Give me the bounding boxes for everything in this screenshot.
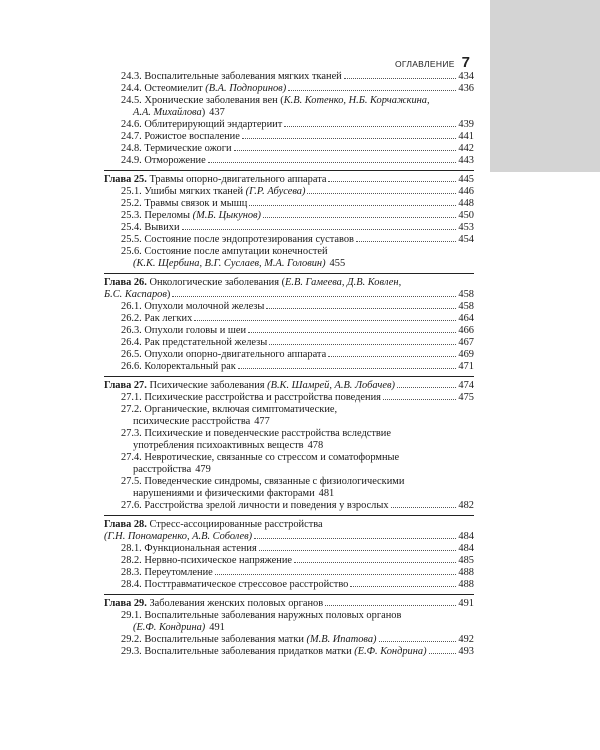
toc-page-number: 477 bbox=[254, 416, 270, 427]
toc-page-number: 464 bbox=[458, 313, 474, 324]
toc-entry-title: 27.2. Органические, включая симптоматические, bbox=[121, 404, 338, 415]
toc-page-number: 443 bbox=[458, 155, 474, 166]
toc-chapter-entry[interactable] bbox=[104, 273, 474, 301]
toc-entry-title: 26.2. Рак легких bbox=[121, 313, 193, 324]
dot-leader bbox=[194, 320, 456, 321]
toc-section-entry[interactable] bbox=[104, 246, 474, 270]
toc-entry-title: 24.4. Остеомиелит (В.А. Подпоринов) bbox=[121, 83, 287, 94]
dot-leader bbox=[215, 574, 457, 575]
toc-entry-title: 25.4. Вывихи bbox=[121, 222, 180, 233]
toc-entry-title: Глава 27. Психические заболевания (В.К. Шамрей, А.В. Лобачев) bbox=[104, 380, 395, 391]
toc-entry-title: 24.8. Термические ожоги bbox=[121, 143, 232, 154]
toc-page-number: 484 bbox=[458, 531, 474, 542]
toc-page-number: 471 bbox=[458, 361, 474, 372]
dot-leader bbox=[263, 217, 456, 218]
toc-entry-title: (Е.Ф. Кондрина) bbox=[133, 622, 206, 633]
dot-leader bbox=[344, 78, 457, 79]
toc-page-number: 441 bbox=[458, 131, 474, 142]
toc-page-number: 478 bbox=[307, 440, 324, 451]
toc-section-entry[interactable] bbox=[104, 634, 474, 646]
dot-leader bbox=[234, 150, 457, 151]
dot-leader bbox=[294, 562, 456, 563]
toc-page-number: 437 bbox=[209, 107, 225, 118]
toc-entry-title: психические расстройства bbox=[133, 416, 251, 427]
toc-section-entry[interactable] bbox=[104, 186, 474, 198]
toc-section-entry[interactable] bbox=[104, 234, 474, 246]
toc-chapter-entry[interactable] bbox=[104, 594, 474, 610]
toc-section-entry[interactable] bbox=[104, 119, 474, 131]
toc-section-entry[interactable] bbox=[104, 349, 474, 361]
toc-page-number: 434 bbox=[458, 71, 474, 82]
toc-page-number: 445 bbox=[458, 174, 474, 185]
toc-entry-title: Глава 26. Онкологические заболевания (Е.В. Гамеева, Д.В. Ковлен, bbox=[104, 277, 402, 288]
running-header-label: ОГЛАВЛЕНИЕ bbox=[395, 59, 455, 69]
toc-entry-title: 25.1. Ушибы мягких тканей (Г.Р. Абусева) bbox=[121, 186, 306, 197]
dot-leader bbox=[238, 368, 457, 369]
toc-entry-title: А.А. Михайлова) bbox=[133, 107, 206, 118]
toc-chapter-entry[interactable] bbox=[104, 515, 474, 543]
toc-entry-title: нарушениями и физическими факторами bbox=[133, 488, 315, 499]
toc-section-entry[interactable] bbox=[104, 143, 474, 155]
toc-section-entry[interactable] bbox=[104, 131, 474, 143]
dot-leader bbox=[379, 641, 457, 642]
page-edge-tab bbox=[490, 0, 600, 172]
toc-chapter-entry[interactable] bbox=[104, 376, 474, 392]
toc-entry-title: 25.6. Состояние после ампутации конечностей bbox=[121, 246, 328, 257]
toc-entry-title: 27.5. Поведенческие синдромы, связанные с физиологическими bbox=[121, 476, 405, 487]
dot-leader bbox=[259, 550, 457, 551]
toc-entry-title: (Г.Н. Пономаренко, А.В. Соболев) bbox=[104, 531, 253, 542]
toc-chapter-entry[interactable] bbox=[104, 170, 474, 186]
toc-entry-title: (К.К. Щербина, В.Г. Суслаев, М.А. Головин) bbox=[133, 258, 326, 269]
toc-section-entry[interactable] bbox=[104, 543, 474, 555]
toc-entry-title: 24.7. Рожистое воспаление bbox=[121, 131, 240, 142]
toc-page-number: 446 bbox=[458, 186, 474, 197]
toc-page-number: 436 bbox=[458, 83, 474, 94]
toc-section-entry[interactable] bbox=[104, 476, 474, 500]
toc-entry-title: 28.2. Нервно-психическое напряжение bbox=[121, 555, 293, 566]
toc-section-entry[interactable] bbox=[104, 313, 474, 325]
toc-page-number: 492 bbox=[458, 634, 474, 645]
toc-section-entry[interactable] bbox=[104, 71, 474, 83]
toc-page-number: 482 bbox=[458, 500, 474, 511]
toc-page-number: 442 bbox=[458, 143, 474, 154]
toc-section-entry[interactable] bbox=[104, 361, 474, 373]
toc-entry-title: 24.5. Хронические заболевания вен (К.В. Котенко, Н.Б. Корчажкина, bbox=[121, 95, 430, 106]
toc-page-number: 474 bbox=[458, 380, 474, 391]
toc-page-number: 485 bbox=[458, 555, 474, 566]
dot-leader bbox=[254, 538, 456, 539]
toc-entry-title: 27.4. Невротические, связанные со стрессом и соматоформные bbox=[121, 452, 400, 463]
toc-entry-title: 25.5. Состояние после эндопротезирования суставов bbox=[121, 234, 354, 245]
toc-page-number: 458 bbox=[458, 301, 474, 312]
running-header bbox=[395, 54, 470, 72]
dot-leader bbox=[391, 507, 457, 508]
dot-leader bbox=[328, 181, 456, 182]
dot-leader bbox=[328, 356, 456, 357]
toc-entry-title: 27.3. Психические и поведенческие расстройства вследствие bbox=[121, 428, 391, 439]
page-number: 7 bbox=[461, 54, 470, 71]
table-of-contents bbox=[104, 71, 474, 658]
toc-page-number: 479 bbox=[195, 464, 211, 475]
toc-section-entry[interactable] bbox=[104, 198, 474, 210]
toc-page-number: 491 bbox=[458, 598, 474, 609]
dot-leader bbox=[325, 605, 456, 606]
toc-entry-title: 28.1. Функциональная астения bbox=[121, 543, 257, 554]
toc-section-entry[interactable] bbox=[104, 83, 474, 95]
toc-page-number: 453 bbox=[458, 222, 474, 233]
dot-leader bbox=[356, 241, 456, 242]
dot-leader bbox=[269, 344, 456, 345]
dot-leader bbox=[249, 205, 456, 206]
toc-section-entry[interactable] bbox=[104, 500, 474, 512]
toc-entry-title: Глава 28. Стресс-ассоциированные расстройства bbox=[104, 519, 323, 530]
dot-leader bbox=[266, 308, 456, 309]
dot-leader bbox=[284, 126, 456, 127]
toc-section-entry[interactable] bbox=[104, 222, 474, 234]
toc-entry-title: 29.1. Воспалительные заболевания наружных половых органов bbox=[121, 610, 402, 621]
toc-entry-title: Глава 25. Травмы опорно-двигательного аппарата bbox=[104, 174, 327, 185]
toc-page-number: 491 bbox=[209, 622, 225, 633]
toc-entry-title: 29.3. Воспалительные заболевания придатков матки (Е.Ф. Кондрина) bbox=[121, 646, 427, 657]
toc-entry-title: 25.3. Переломы (М.Б. Цыкунов) bbox=[121, 210, 262, 221]
toc-section-entry[interactable] bbox=[104, 646, 474, 658]
toc-section-entry[interactable] bbox=[104, 337, 474, 349]
toc-entry-title: 28.3. Переутомление bbox=[121, 567, 213, 578]
dot-leader bbox=[248, 332, 456, 333]
toc-page-number: 458 bbox=[458, 289, 474, 300]
toc-page-number: 455 bbox=[329, 258, 346, 269]
toc-section-entry[interactable] bbox=[104, 452, 474, 476]
toc-section-entry[interactable] bbox=[104, 155, 474, 167]
dot-leader bbox=[182, 229, 457, 230]
toc-page-number: 469 bbox=[458, 349, 474, 360]
dot-leader bbox=[242, 138, 457, 139]
toc-page-number: 488 bbox=[458, 579, 474, 590]
dot-leader bbox=[383, 399, 456, 400]
toc-page-number: 488 bbox=[458, 567, 474, 578]
toc-entry-title: 26.1. Опухоли молочной железы bbox=[121, 301, 265, 312]
toc-entry-title: 28.4. Посттравматическое стрессовое расстройство bbox=[121, 579, 349, 590]
toc-entry-title: употребления психоактивных веществ bbox=[133, 440, 304, 451]
toc-section-entry[interactable] bbox=[104, 392, 474, 404]
toc-entry-title: 24.6. Облитерирующий эндартериит bbox=[121, 119, 283, 130]
dot-leader bbox=[288, 90, 456, 91]
toc-section-entry[interactable] bbox=[104, 210, 474, 222]
toc-section-entry[interactable] bbox=[104, 95, 474, 119]
toc-entry-title: 26.4. Рак предстательной железы bbox=[121, 337, 268, 348]
toc-section-entry[interactable] bbox=[104, 301, 474, 313]
toc-section-entry[interactable] bbox=[104, 428, 474, 452]
toc-entry-title: 24.9. Отморожение bbox=[121, 155, 206, 166]
toc-page-number: 450 bbox=[458, 210, 474, 221]
toc-page-number: 481 bbox=[318, 488, 335, 499]
toc-entry-title: расстройства bbox=[133, 464, 192, 475]
dot-leader bbox=[429, 653, 457, 654]
toc-page-number: 466 bbox=[458, 325, 474, 336]
toc-page-number: 448 bbox=[458, 198, 474, 209]
toc-entry-title: 27.1. Психические расстройства и расстройства поведения bbox=[121, 392, 381, 403]
toc-entry-title: 26.5. Опухоли опорно-двигательного аппарата bbox=[121, 349, 327, 360]
dot-leader bbox=[307, 193, 456, 194]
toc-entry-title: 25.2. Травмы связок и мышц bbox=[121, 198, 248, 209]
toc-section-entry[interactable] bbox=[104, 325, 474, 337]
toc-section-entry[interactable] bbox=[104, 579, 474, 591]
toc-page-number: 467 bbox=[458, 337, 474, 348]
toc-section-entry[interactable] bbox=[104, 567, 474, 579]
toc-entry-title: Глава 29. Заболевания женских половых органов bbox=[104, 598, 324, 609]
toc-page-number: 493 bbox=[458, 646, 474, 657]
toc-section-entry[interactable] bbox=[104, 555, 474, 567]
dot-leader bbox=[172, 296, 456, 297]
toc-entry-title: 26.6. Колоректальный рак bbox=[121, 361, 236, 372]
toc-page-number: 484 bbox=[458, 543, 474, 554]
toc-section-entry[interactable] bbox=[104, 404, 474, 428]
toc-page-number: 475 bbox=[458, 392, 474, 403]
toc-entry-title: 26.3. Опухоли головы и шеи bbox=[121, 325, 247, 336]
dot-leader bbox=[397, 387, 456, 388]
dot-leader bbox=[350, 586, 456, 587]
toc-page-number: 439 bbox=[458, 119, 474, 130]
toc-entry-title: 27.6. Расстройства зрелой личности и поведения у взрослых bbox=[121, 500, 389, 511]
toc-section-entry[interactable] bbox=[104, 610, 474, 634]
toc-entry-title: 29.2. Воспалительные заболевания матки (М.В. Ипатова) bbox=[121, 634, 377, 645]
dot-leader bbox=[208, 162, 457, 163]
toc-entry-title: Б.С. Каспаров) bbox=[104, 289, 171, 300]
toc-page-number: 454 bbox=[458, 234, 474, 245]
toc-entry-title: 24.3. Воспалительные заболевания мягких тканей bbox=[121, 71, 342, 82]
